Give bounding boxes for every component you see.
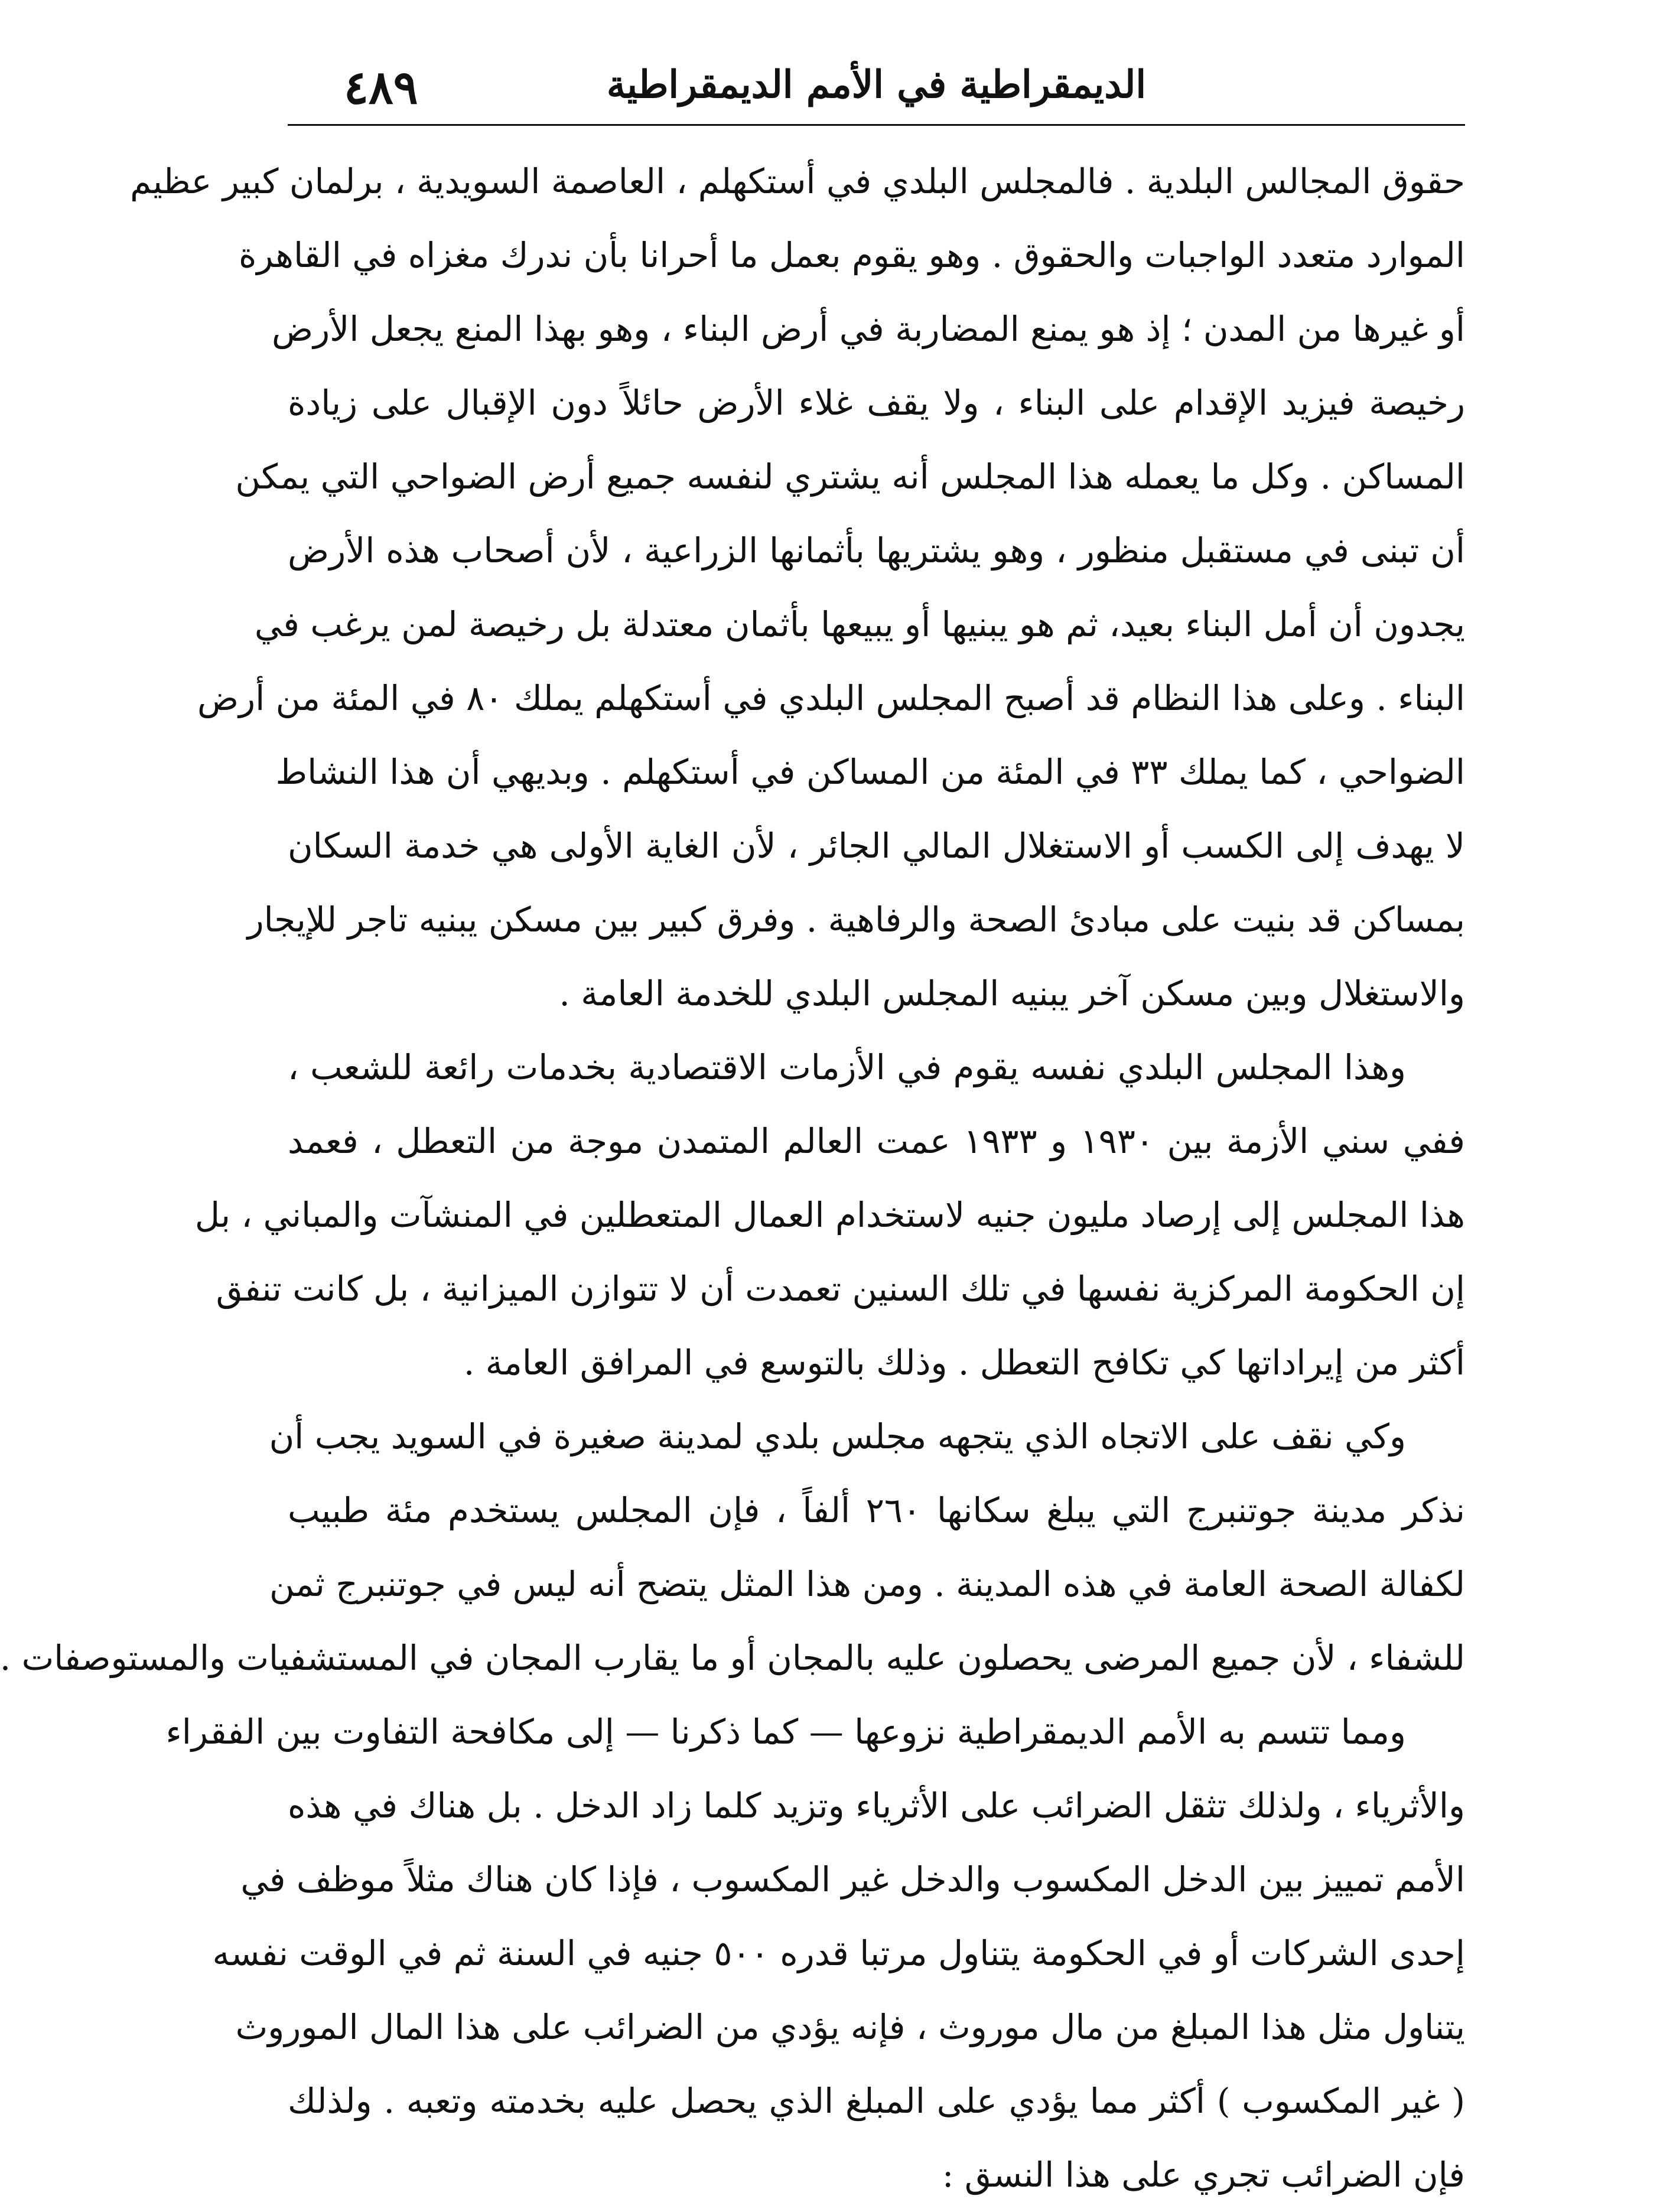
text-line: ( غير المكسوب ) أكثر مما يؤدي على المبلغ الذي يحصل عليه بخدمته وتعبه . ولذلك — [288, 2081, 1465, 2121]
text-line: وهذا المجلس البلدي نفسه يقوم في الأزمات الاقتصادية بخدمات رائعة للشعب ، — [288, 1047, 1406, 1087]
text-line: الموارد متعدد الواجبات والحقوق . وهو يقوم بعمل ما أحرانا بأن ندرك مغزاه في القاهرة — [239, 235, 1465, 275]
header-rule — [288, 124, 1465, 126]
text-line: لكفالة الصحة العامة في هذه المدينة . ومن هذا المثل يتضح أنه ليس في جوتنبرج ثمن — [269, 1564, 1465, 1604]
text-line: المساكن . وكل ما يعمله هذا المجلس أنه يشتري لنفسه جميع أرض الضواحي التي يمكن — [235, 457, 1465, 497]
text-line: فإن الضرائب تجري على هذا النسق : — [942, 2155, 1465, 2195]
text-line: الأمم تمييز بين الدخل المكسوب والدخل غير المكسوب ، فإذا كان هناك مثلاً موظف في — [240, 1859, 1465, 1900]
text-line: يتناول مثل هذا المبلغ من مال موروث ، فإنه يؤدي من الضرائب على هذا المال الموروث — [235, 2007, 1465, 2047]
text-line: والأثرياء ، ولذلك تثقل الضرائب على الأثرياء وتزيد كلما زاد الدخل . بل هناك في هذه — [288, 1786, 1465, 1826]
text-line: ومما تتسم به الأمم الديمقراطية نزوعها — كما ذكرنا — إلى مكافحة التفاوت بين الفقراء — [165, 1712, 1406, 1752]
text-line: البناء . وعلى هذا النظام قد أصبح المجلس البلدي في أستكهلم يملك ٨٠ في المئة من أرض — [197, 678, 1465, 718]
text-line: حقوق المجالس البلدية . فالمجلس البلدي في أستكهلم ، العاصمة السويدية ، برلمان كبير عظيم — [130, 161, 1465, 201]
text-line: بمساكن قد بنيت على مبادئ الصحة والرفاهية . وفرق كبير بين مسكن يبنيه تاجر للإيجار — [247, 900, 1465, 940]
running-title: الديمقراطية في الأمم الديمقراطية — [606, 63, 1147, 107]
text-line: أكثر من إيراداتها كي تكافح التعطل . وذلك بالتوسع في المرافق العامة . — [463, 1343, 1465, 1383]
text-line: إن الحكومة المركزية نفسها في تلك السنين تعمدت أن لا تتوازن الميزانية ، بل كانت تنفق — [216, 1269, 1465, 1309]
text-line: وكي نقف على الاتجاه الذي يتجهه مجلس بلدي لمدينة صغيرة في السويد يجب أن — [269, 1416, 1406, 1457]
text-line: ففي سني الأزمة بين ١٩٣٠ و ١٩٣٣ عمت العالم المتمدن موجة من التعطل ، فعمد — [288, 1121, 1465, 1161]
text-line: نذكر مدينة جوتنبرج التي يبلغ سكانها ٢٦٠ ألفاً ، فإن المجلس يستخدم مئة طبيب — [288, 1490, 1465, 1530]
text-line: رخيصة فيزيد الإقدام على البناء ، ولا يقف غلاء الأرض حائلاً دون الإقبال على زيادة — [288, 383, 1465, 423]
text-line: أن تبنى في مستقبل منظور ، وهو يشتريها بأثمانها الزراعية ، لأن أصحاب هذه الأرض — [288, 530, 1465, 571]
body-text — [0, 145, 1465, 2212]
text-line: لا يهدف إلى الكسب أو الاستغلال المالي الجائر ، لأن الغاية الأولى هي خدمة السكان — [288, 826, 1465, 866]
running-head — [288, 59, 1465, 124]
text-line: أو غيرها من المدن ؛ إذ هو يمنع المضاربة في أرض البناء ، وهو بهذا المنع يجعل الأرض — [272, 309, 1465, 349]
text-line: إحدى الشركات أو في الحكومة يتناول مرتبا قدره ٥٠٠ جنيه في السنة ثم في الوقت نفسه — [212, 1933, 1465, 1973]
page-number: ٤٨٩ — [344, 61, 418, 115]
text-line: الضواحي ، كما يملك ٣٣ في المئة من المساكن في أستكهلم . وبديهي أن هذا النشاط — [275, 752, 1465, 792]
text-line: يجدون أن أمل البناء بعيد، ثم هو يبنيها أو يبيعها بأثمان معتدلة بل رخيصة لمن يرغب في — [254, 604, 1465, 644]
text-line: والاستغلال وبين مسكن آخر يبنيه المجلس البلدي للخدمة العامة . — [559, 973, 1465, 1014]
text-line: للشفاء ، لأن جميع المرضى يحصلون عليه بالمجان أو ما يقارب المجان في المستشفيات والمستوصفات . — [0, 1638, 1465, 1678]
text-line: هذا المجلس إلى إرصاد مليون جنيه لاستخدام العمال المتعطلين في المنشآت والمباني ، بل — [194, 1195, 1465, 1235]
